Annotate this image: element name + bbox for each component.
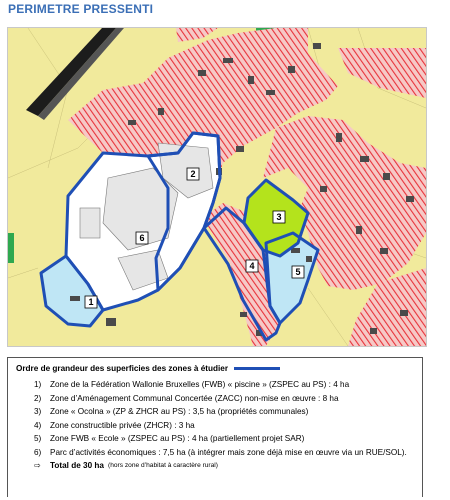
list-item: 3) Zone « Ocolna » (ZP & ZHCR au PS) : 3,5 ha (propriétés communales)	[34, 407, 309, 417]
zone-label-2	[187, 168, 199, 180]
zone-label-text: 6	[139, 233, 145, 244]
zone-label-5	[292, 266, 304, 278]
arrow-icon: ⇨	[34, 460, 41, 470]
legend-outline-swatch	[234, 367, 280, 370]
zone-label-4	[246, 260, 258, 272]
total-note: (hors zone d’habitat à caractère rural)	[108, 461, 218, 469]
zone-label-text: 5	[295, 267, 301, 278]
list-item: 4) Zone constructible privée (ZHCR) : 3 ha	[34, 420, 195, 430]
zone-label-6	[136, 232, 148, 244]
map-panel	[7, 27, 427, 347]
forest-patch	[8, 233, 14, 263]
total-label: Total de 30 ha	[50, 460, 104, 470]
zone-label-text: 4	[249, 261, 255, 272]
perimeter-map	[8, 28, 426, 346]
zone-label-3	[273, 211, 285, 223]
zone-list	[16, 379, 414, 460]
zone-label-text: 1	[88, 297, 94, 308]
zone-label-1	[85, 296, 97, 308]
list-item: 6) Parc d’activités économiques : 7,5 ha (à intégrer mais zone déjà mise en œuvre via un RUE/SOL).	[34, 447, 407, 457]
legend-box	[7, 357, 423, 497]
legend-heading	[16, 364, 414, 373]
total-line	[16, 461, 414, 470]
list-item: 2) Zone d’Aménagement Communal Concertée (ZACC) non-mise en œuvre : 8 ha	[34, 393, 339, 403]
zone-label-text: 2	[190, 169, 196, 180]
zone-label-text: 3	[276, 212, 282, 223]
page-title: PERIMETRE PRESSENTI	[8, 2, 154, 16]
legend-heading-text: Ordre de grandeur des superficies des zones à étudier	[16, 364, 229, 373]
list-item: 1) Zone de la Fédération Wallonie Bruxelles (FWB) « piscine » (ZSPEC au PS) : 4 ha	[34, 380, 350, 389]
list-item: 5) Zone FWB « Ecole » (ZSPEC au PS) : 4 ha (partiellement projet SAR)	[34, 434, 305, 444]
